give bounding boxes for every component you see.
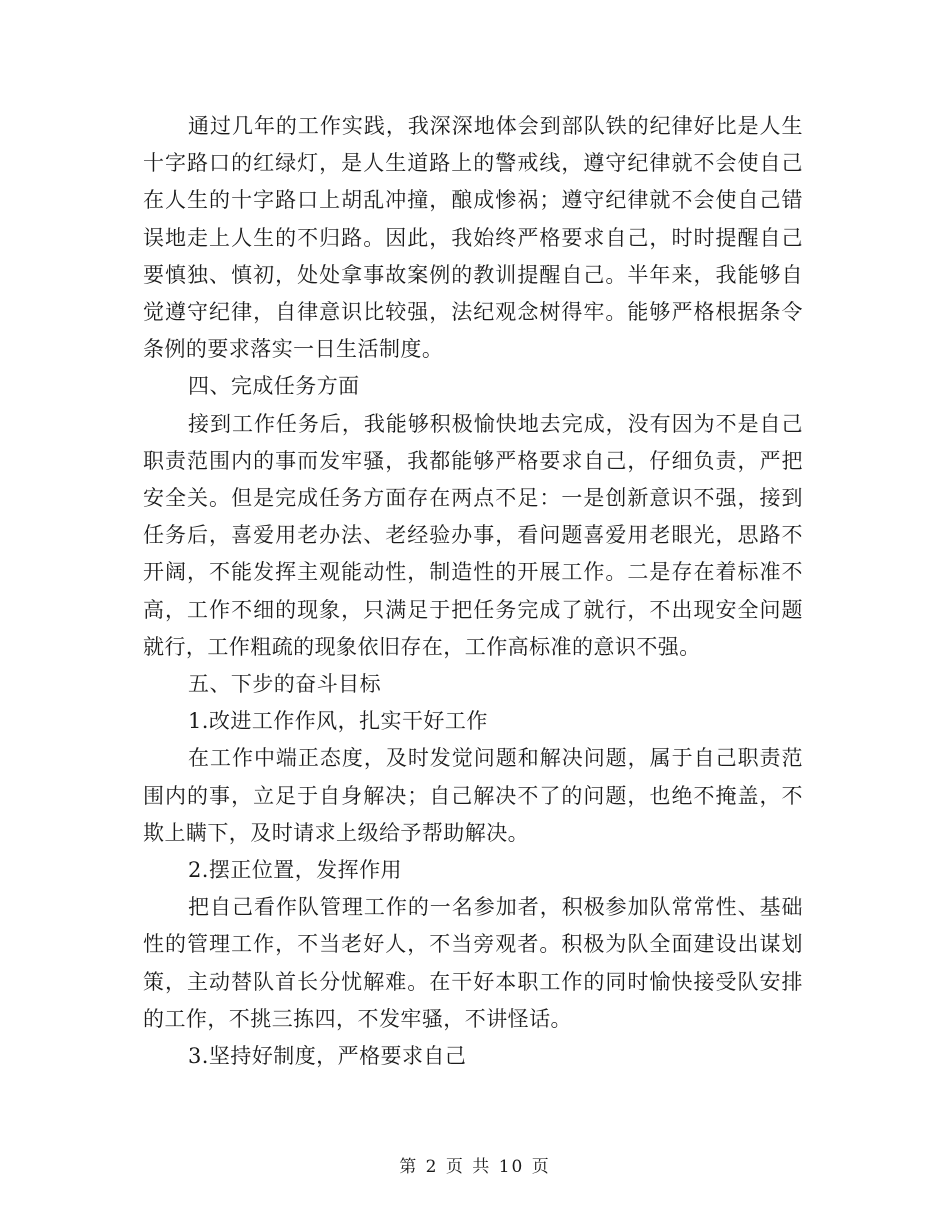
subheading-goal-1: 1.改进工作作风，扎实干好工作 bbox=[188, 709, 488, 734]
page-number-footer: 第 2 页 共 10 页 bbox=[399, 1157, 551, 1177]
document-body bbox=[143, 108, 803, 1075]
subheading-goal-3: 3.坚持好制度，严格要求自己 bbox=[188, 1044, 467, 1069]
subheading-goal-2: 2.摆正位置，发挥作用 bbox=[188, 858, 402, 883]
paragraph-discipline: 通过几年的工作实践，我深深地体会到部队铁的纪律好比是人生十字路口的红绿灯，是人生道路上的警戒线，遵守纪律就不会使自己在人生的十字路口上胡乱冲撞，酿成惨祸；遵守纪律就不会使自己错误地走上人生的不归路。因此，我始终严格要求自己，时时提醒自己要慎独、慎初，处处拿事故案例的教训提醒自己。半年来，我能够自觉遵守纪律，自律意识比较强，法纪观念树得牢。能够严格根据条令条例的要求落实一日生活制度。 bbox=[143, 114, 803, 362]
heading-next-goals: 五、下步的奋斗目标 bbox=[188, 672, 382, 697]
paragraph-task-completion: 接到工作任务后，我能够积极愉快地去完成，没有因为不是自己职责范围内的事而发牢骚，我都能够严格要求自己，仔细负责，严把安全关。但是完成任务方面存在两点不足：一是创新意识不强，接到任务后，喜爱用老办法、老经验办事，看问题喜爱用老眼光，思路不开阔，不能发挥主观能动性，制造性的开展工作。二是存在着标准不高，工作不细的现象，只满足于把任务完成了就行，不出现安全问题就行，工作粗疏的现象依旧存在，工作高标准的意识不强。 bbox=[143, 411, 803, 659]
heading-task-completion: 四、完成任务方面 bbox=[188, 374, 360, 399]
paragraph-goal-1: 在工作中端正态度，及时发觉问题和解决问题，属于自己职责范围内的事，立足于自身解决；自己解决不了的问题，也绝不掩盖，不欺上瞒下，及时请求上级给予帮助解决。 bbox=[143, 746, 803, 845]
paragraph-goal-2: 把自己看作队管理工作的一名参加者，积极参加队常常性、基础性的管理工作，不当老好人，不当旁观者。积极为队全面建设出谋划策，主动替队首长分忧解难。在干好本职工作的同时愉快接受队安排的工作，不挑三拣四，不发牢骚，不讲怪话。 bbox=[143, 895, 803, 1031]
